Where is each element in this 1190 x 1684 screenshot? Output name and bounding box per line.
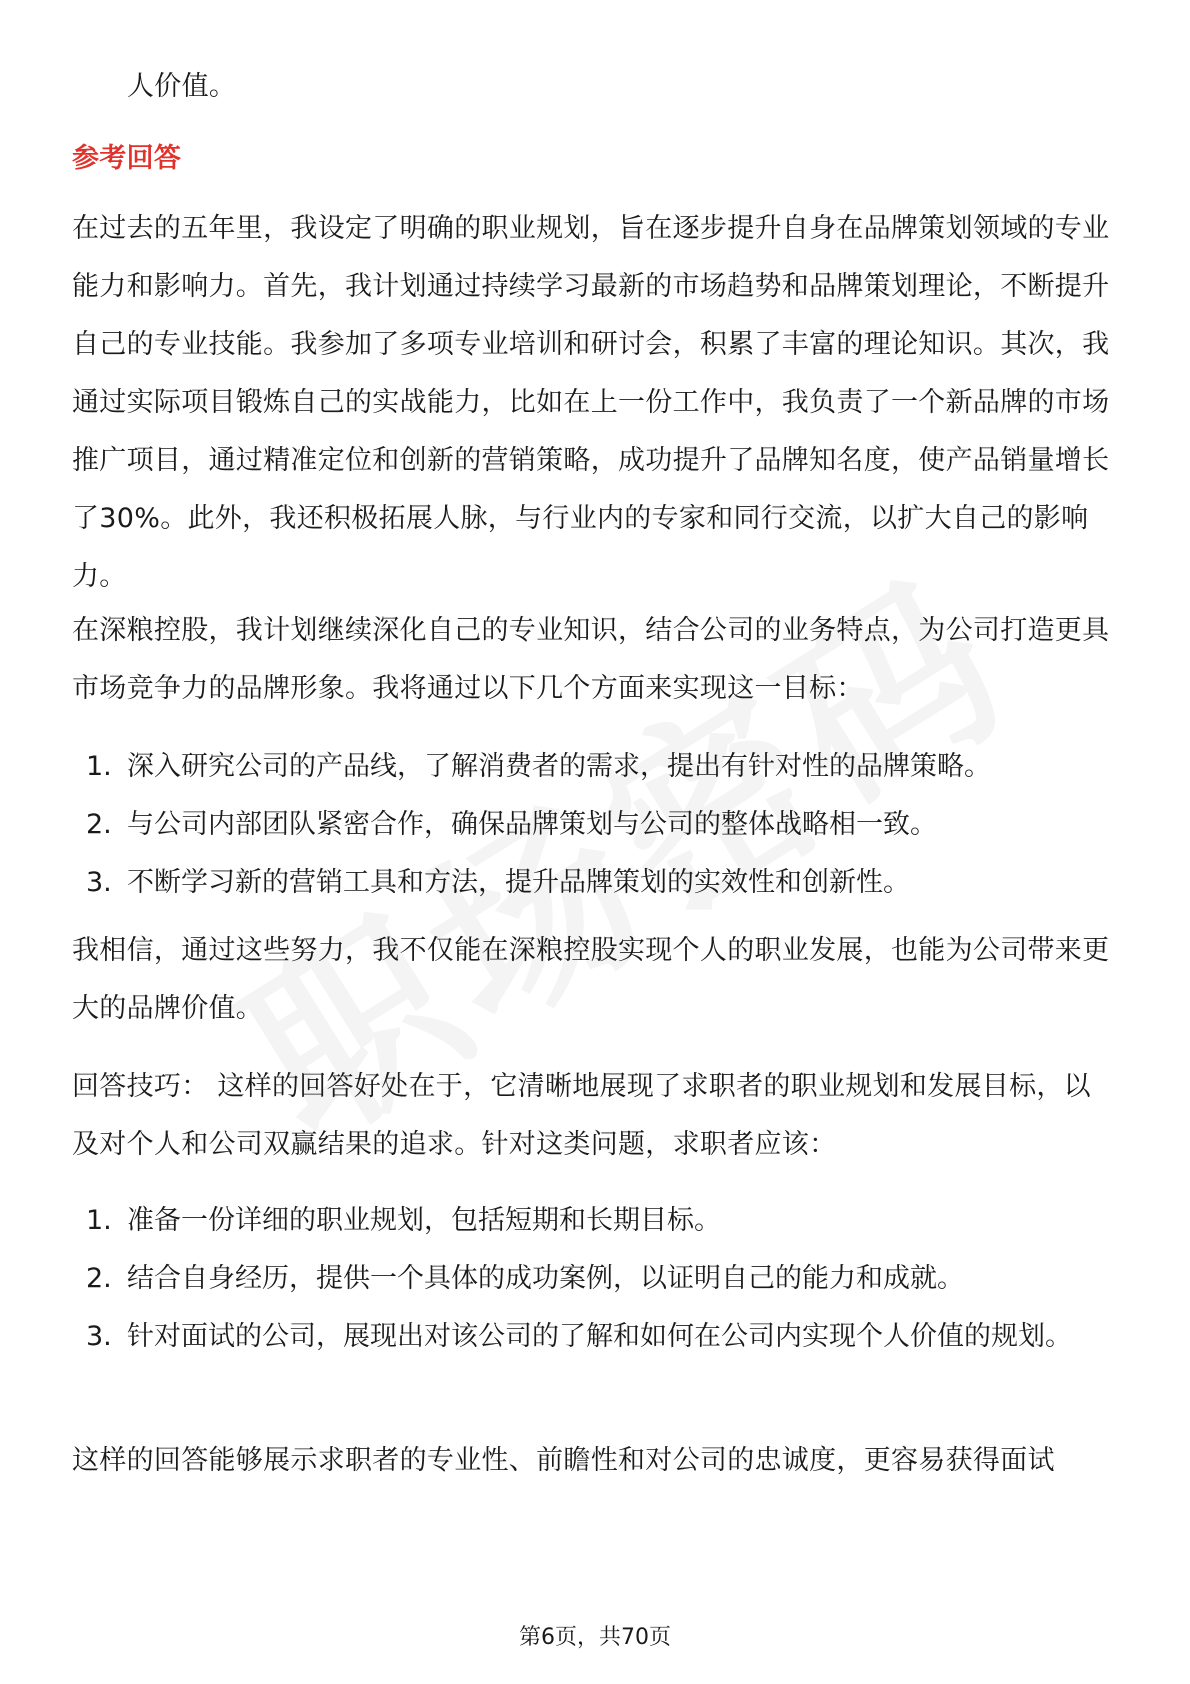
list-item: 3. 针对面试的公司，展现出对该公司的了解和如何在公司内实现个人价值的规划。: [86, 1321, 1072, 1352]
lead-continuation: 人价值。: [127, 71, 237, 102]
list-item: 1. 深入研究公司的产品线，了解消费者的需求，提出有针对性的品牌策略。: [86, 751, 991, 782]
page-number: 第6页，共70页: [519, 1625, 671, 1650]
paragraph-3: 我相信，通过这些努力，我不仅能在深粮控股实现个人的职业发展，也能为公司带来更大的品牌价值。: [72, 935, 1110, 1024]
list-item: 2. 结合自身经历，提供一个具体的成功案例，以证明自己的能力和成就。: [86, 1263, 964, 1294]
list-item: 1. 准备一份详细的职业规划，包括短期和长期目标。: [86, 1205, 721, 1236]
list-item: 3. 不断学习新的营销工具和方法，提升品牌策划的实效性和创新性。: [86, 867, 910, 898]
list-item: 2. 与公司内部团队紧密合作，确保品牌策划与公司的整体战略相一致。: [86, 809, 937, 840]
answer-tips-paragraph: 回答技巧： 这样的回答好处在于，它清晰地展现了求职者的职业规划和发展目标，以及对个人和公司双赢结果的追求。针对这类问题，求职者应该：: [72, 1071, 1091, 1160]
paragraph-2: 在深粮控股，我计划继续深化自己的专业知识，结合公司的业务特点，为公司打造更具市场竞争力的品牌形象。我将通过以下几个方面来实现这一目标：: [72, 615, 1110, 704]
tips-list: [72, 1192, 1118, 1366]
paragraph-5: 这样的回答能够展示求职者的专业性、前瞻性和对公司的忠诚度，更容易获得面试: [72, 1445, 1055, 1476]
plan-list: [72, 738, 1118, 912]
section-heading: 参考回答: [72, 143, 182, 174]
paragraph-1: 在过去的五年里，我设定了明确的职业规划，旨在逐步提升自身在品牌策划领域的专业能力和影响力。首先，我计划通过持续学习最新的市场趋势和品牌策划理论，不断提升自己的专业技能。我参加了多项专业培训和研讨会，积累了丰富的理论知识。其次，我通过实际项目锻炼自己的实战能力，比如在上一份工作中，我负责了一个新品牌的市场推广项目，通过精准定位和创新的营销策略，成功提升了品牌知名度，使产品销量增长了30%。此外，我还积极拓展人脉，与行业内的专家和同行交流，以扩大自己的影响力。: [72, 213, 1110, 592]
